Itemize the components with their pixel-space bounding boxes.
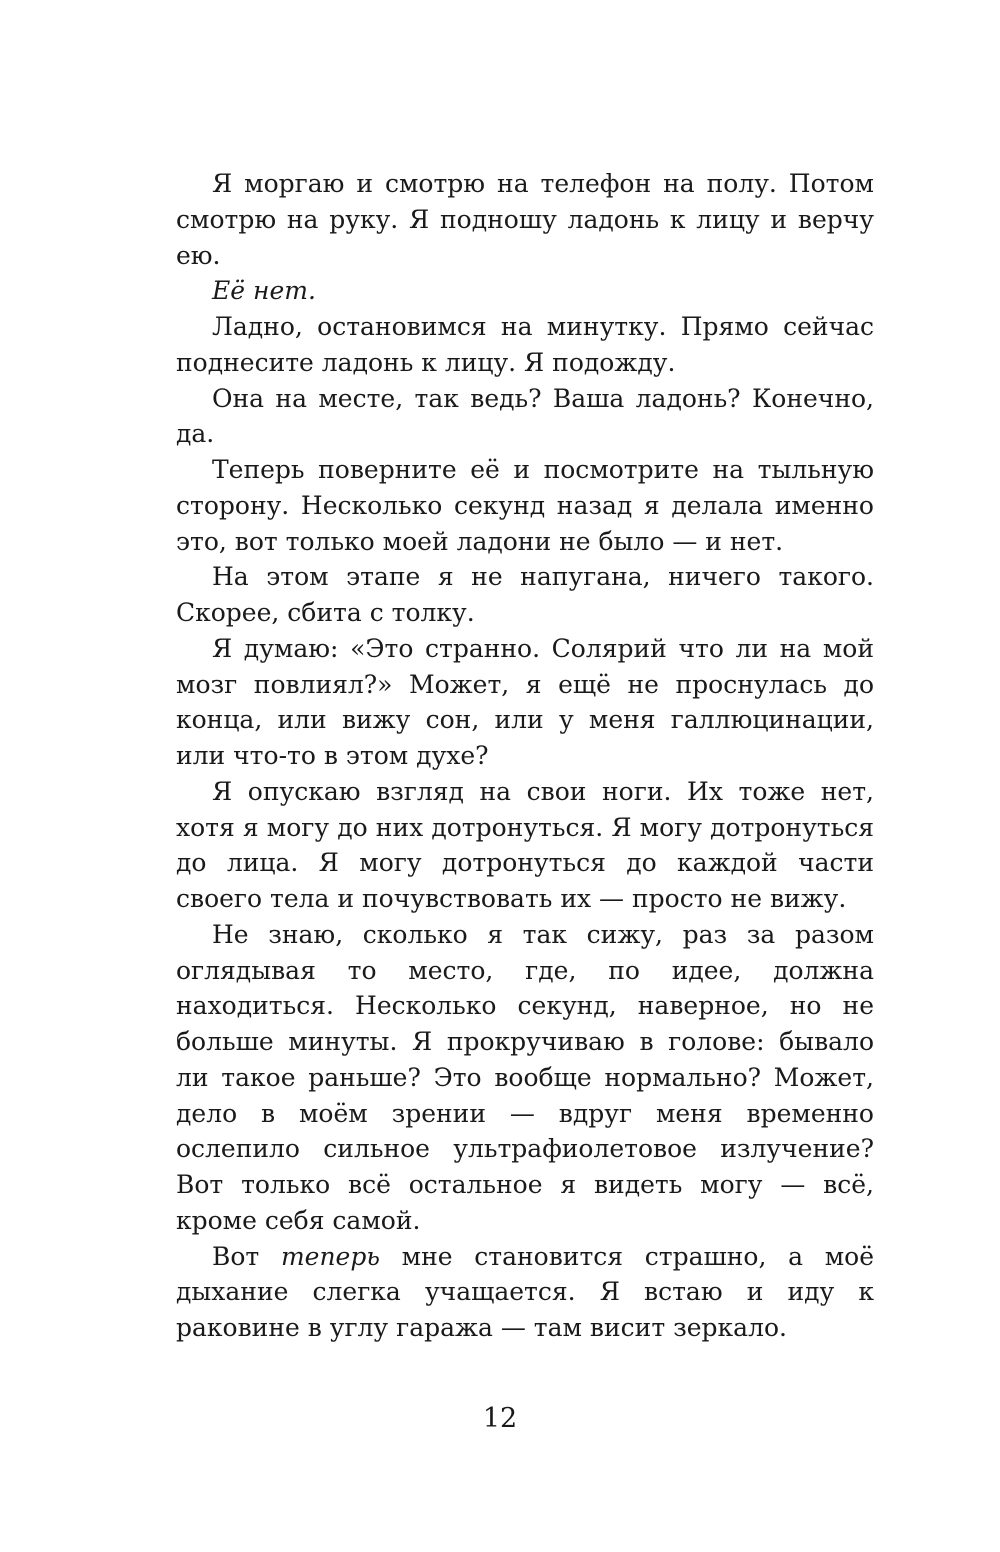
paragraph	[176, 1239, 874, 1346]
text-segment: На этом этапе я не напугана, ничего такого. Скорее, сбита с толку.	[176, 562, 874, 627]
paragraph	[176, 273, 874, 309]
text-segment: Я опускаю взгляд на свои ноги. Их тоже нет, хотя я могу до них дотронуться. Я могу дотронуться до лица. Я могу дотронуться до каждой части своего тела и почувствовать их — просто не вижу.	[176, 776, 874, 913]
paragraph	[176, 381, 874, 453]
text-segment: Не знаю, сколько я так сижу, раз за разом оглядывая то место, где, по идее, должна находиться. Несколько секунд, наверное, но не больше минуты. Я прокручиваю в голове: бывало ли такое раньше? Это вообще нормально? Может, дело в моём зрении — вдруг меня временно ослепило сильное ультрафиолетовое излучение? Вот только всё остальное я видеть могу — всё, кроме себя самой.	[176, 919, 874, 1235]
italic-segment: теперь	[280, 1241, 380, 1271]
text-segment: Ладно, остановимся на минутку. Прямо сейчас поднесите ладонь к лицу. Я подожду.	[176, 312, 874, 377]
text-segment: Вот	[212, 1241, 281, 1271]
paragraph	[176, 774, 874, 917]
text-segment: Я моргаю и смотрю на телефон на полу. Потом смотрю на руку. Я подношу ладонь к лицу и верчу ею.	[176, 169, 874, 270]
text-segment: Она на месте, так ведь? Ваша ладонь? Конечно, да.	[176, 383, 874, 449]
text-segment: Я думаю: «Это странно. Солярий что ли на мой мозг повлиял?» Может, я ещё не проснулась до конца, или вижу сон, или у меня галлюцинации, или что-то в этом духе?	[176, 633, 874, 770]
italic-segment: Её нет.	[212, 276, 316, 306]
text-segment: мне становится страшно, а моё дыхание слегка учащается. Я встаю и иду к раковине в углу гаража — там висит зеркало.	[176, 1241, 874, 1342]
paragraph	[176, 452, 874, 559]
body-text	[176, 166, 874, 1346]
text-segment: Теперь поверните её и посмотрите на тыльную сторону. Несколько секунд назад я делала именно это, вот только моей ладони не было — и нет.	[176, 455, 874, 556]
paragraph	[176, 917, 874, 1239]
page-number: 12	[482, 1403, 518, 1434]
paragraph	[176, 631, 874, 774]
paragraph	[176, 309, 874, 381]
paragraph	[176, 166, 874, 273]
paragraph	[176, 559, 874, 631]
